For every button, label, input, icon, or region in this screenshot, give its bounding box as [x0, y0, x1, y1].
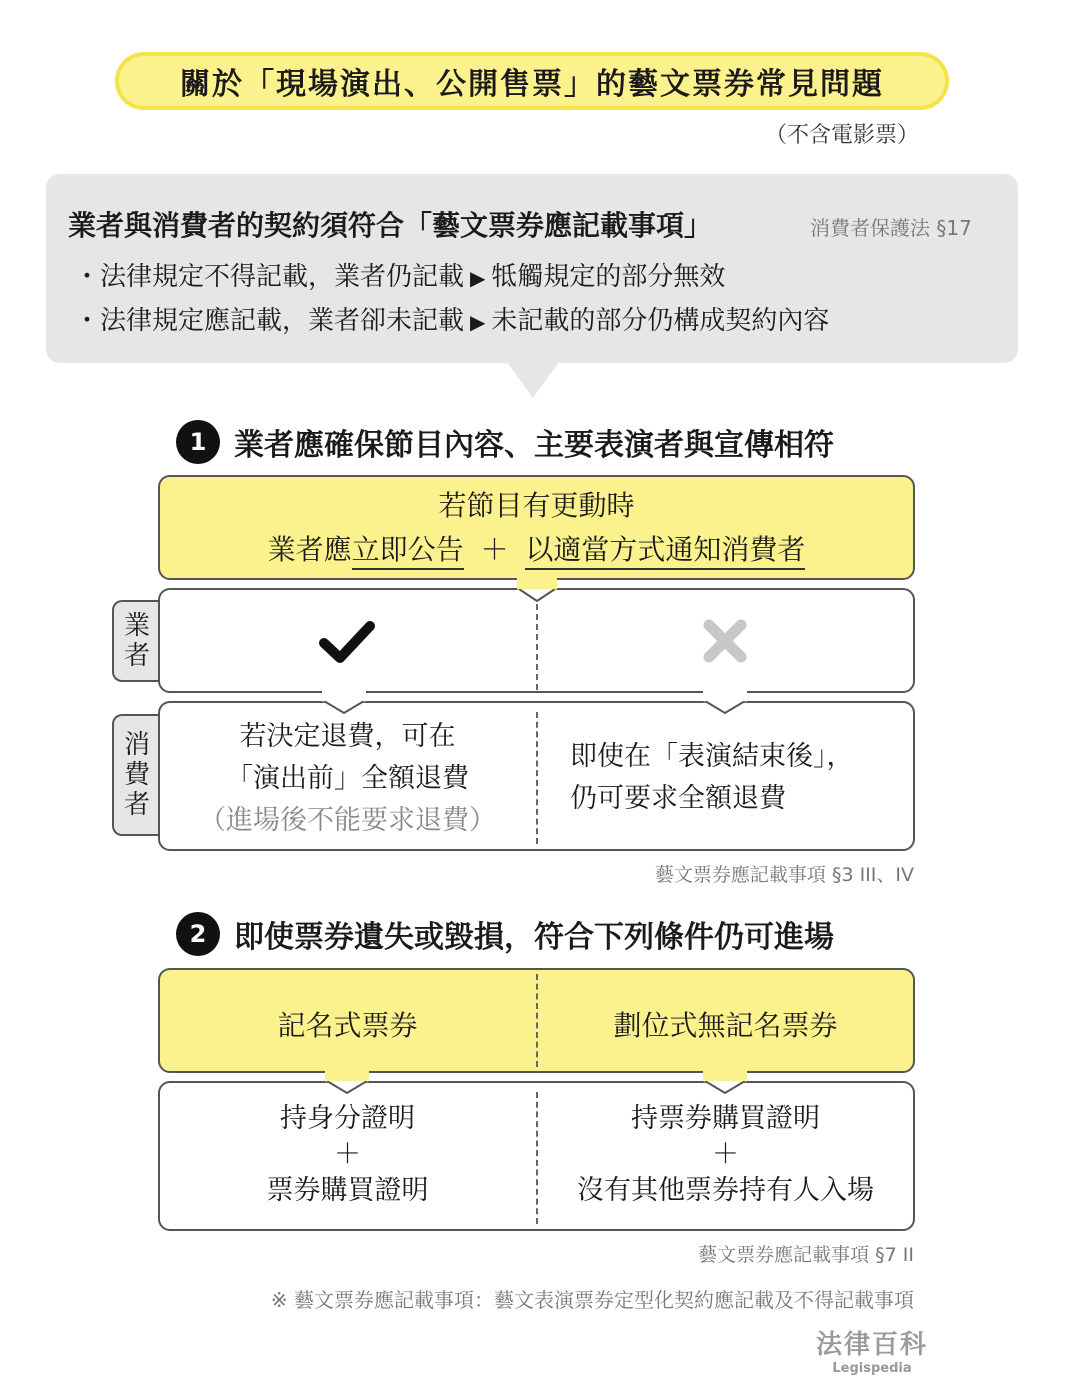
section2-reference: 藝文票券應記載事項 §7 II: [698, 1244, 914, 1266]
page-title: 關於「現場演出、公開售票」的藝文票券常見問題: [115, 52, 949, 110]
bullet-result: 牴觸規定的部分無效: [491, 262, 726, 292]
divider: [536, 712, 538, 844]
intro-panel-pointer: [507, 362, 559, 398]
divider: [536, 604, 538, 690]
pointer-down-icon: [703, 690, 747, 716]
plus-icon: ＋: [480, 533, 509, 566]
section2-header: [176, 912, 834, 956]
action-notify: 以適當方式通知消費者: [525, 533, 805, 570]
consumer-label: 消費者: [112, 714, 160, 836]
bullet-condition: ・法律規定不得記載，業者仍記載: [74, 262, 465, 292]
pointer-down-icon: [517, 577, 557, 603]
section2-number-badge: 2: [176, 912, 220, 956]
intro-law-reference: 消費者保護法 §17: [810, 216, 972, 240]
plus-icon: ＋: [334, 1139, 361, 1170]
brand-name-en: Legispedia: [832, 1361, 912, 1376]
pointer-down-icon: [325, 1070, 369, 1096]
text-line: 沒有其他票券持有人入場: [577, 1175, 874, 1206]
unregistered-conditions: [538, 1101, 913, 1209]
footnote: ※ 藝文票券應記載事項：藝文表演票券定型化契約應記載及不得記載事項: [270, 1288, 914, 1312]
text-line: 持票券購買證明: [631, 1103, 820, 1134]
intro-bullet: [74, 300, 829, 337]
brand-logo: [816, 1324, 928, 1376]
text-line: 「演出前」全額退費: [226, 763, 469, 794]
bullet-condition: ・法律規定應記載，業者卻未記載: [74, 306, 465, 336]
intro-heading: 業者與消費者的契約須符合「藝文票券應記載事項」: [68, 209, 713, 242]
pointer-down-icon: [703, 1070, 747, 1096]
page-subtitle: （不含電影票）: [764, 123, 919, 148]
pointer-down-icon: [322, 690, 366, 716]
section1-number-badge: 1: [176, 420, 220, 464]
section1-heading: 業者應確保節目內容、主要表演者與宣傳相符: [234, 428, 834, 463]
text-line: 即使在「表演結束後」，: [570, 741, 854, 772]
action-prefix: 業者應: [267, 533, 352, 566]
arrow-right-icon: ▶: [470, 266, 486, 290]
plus-icon: ＋: [712, 1139, 739, 1170]
consumer-left-text: [160, 716, 535, 842]
consumer-right-text: [570, 736, 854, 820]
registered-conditions: [160, 1101, 535, 1209]
text-line: 票券購買證明: [266, 1175, 429, 1206]
section1-header: [176, 420, 834, 464]
section1-condition: 若節目有更動時: [438, 489, 635, 522]
section2-heading: 即使票券遺失或毀損，符合下列條件仍可進場: [234, 920, 834, 955]
intro-bullet: [74, 256, 725, 293]
cross-icon: [701, 617, 749, 665]
unregistered-ticket-header: 劃位式無記名票券: [613, 1009, 838, 1042]
text-line: 仍可要求全額退費: [570, 783, 786, 814]
brand-name: 法律百科: [816, 1330, 929, 1360]
arrow-right-icon: ▶: [470, 310, 486, 334]
action-announce: 立即公告: [352, 533, 464, 570]
business-label: 業者: [112, 600, 160, 682]
text-line: 持身分證明: [280, 1103, 415, 1134]
check-icon: [319, 619, 375, 665]
section1-action: [158, 528, 915, 568]
bullet-result: 未記載的部分仍構成契約內容: [491, 306, 830, 336]
text-line-note: （進場後不能要求退費）: [199, 805, 496, 836]
registered-ticket-header: 記名式票券: [277, 1009, 418, 1042]
text-line: 若決定退費，可在: [239, 721, 456, 752]
section1-reference: 藝文票券應記載事項 §3 III、IV: [654, 864, 914, 886]
